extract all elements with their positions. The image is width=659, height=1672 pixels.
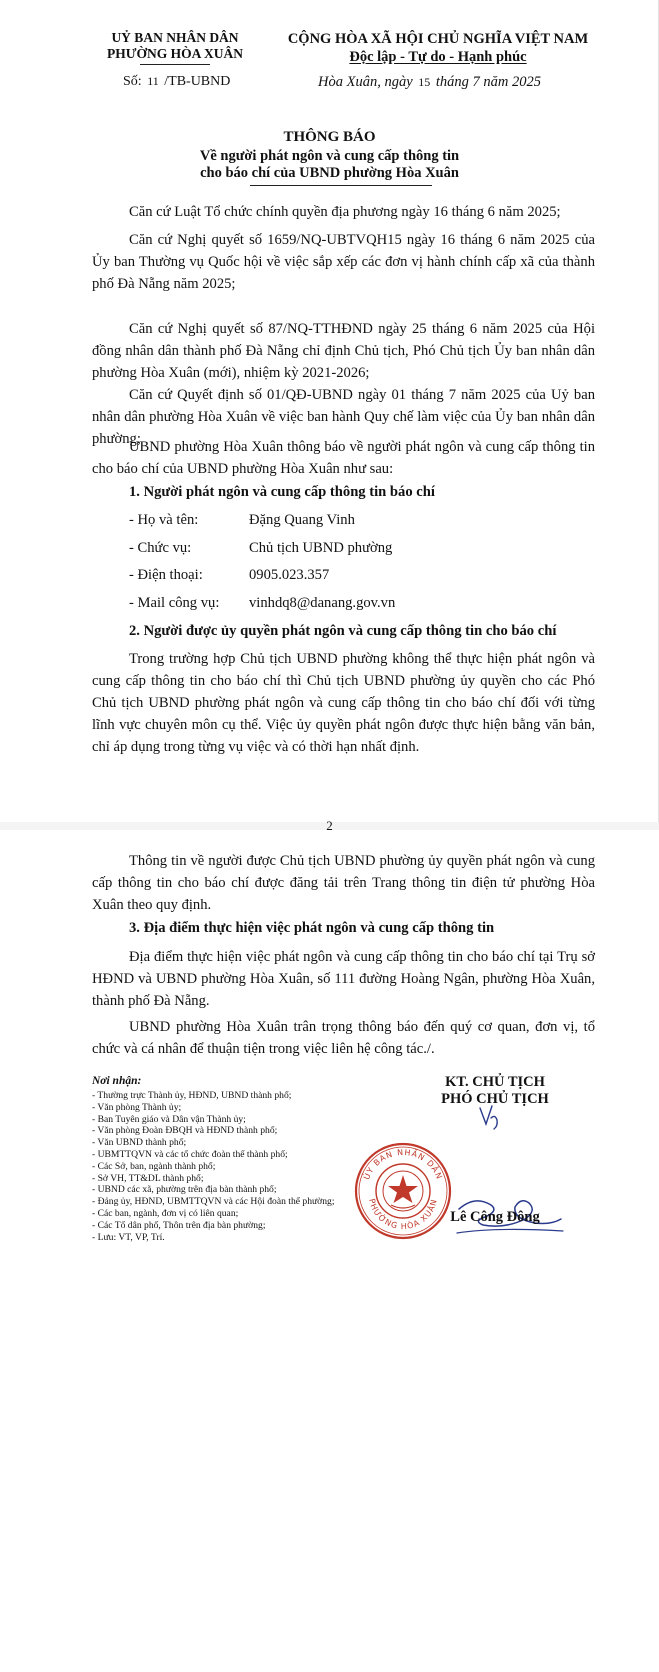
recipient-item: - UBND các xã, phường trên địa bàn thành phố;	[92, 1184, 277, 1196]
document-subject-line2: cho báo chí của UBND phường Hòa Xuân	[200, 165, 459, 181]
signature-title-line2: PHÓ CHỦ TỊCH	[441, 1091, 549, 1107]
recipient-item: - Các Sở, ban, ngành thành phố;	[92, 1160, 216, 1172]
recipient-item: - Các Tổ dân phố, Thôn trên địa bàn phường;	[92, 1219, 266, 1231]
spokesperson-email-value: vinhdq8@danang.gov.vn	[249, 595, 396, 611]
recipients-list	[92, 1090, 335, 1243]
spokesperson-name-label: - Họ và tên:	[129, 512, 199, 528]
seal-top-text: ỦY BAN NHÂN DÂN	[361, 1147, 445, 1182]
spokesperson-phone-label: - Điện thoại:	[129, 567, 203, 583]
legal-basis-4: Căn cứ Quyết định số 01/QĐ-UBND ngày 01 tháng 7 năm 2025 của Uỷ ban nhân dân phường Hòa Xuân về việc ban hành Quy chế làm việc của Ủy ban nhân dân phường;	[92, 387, 595, 447]
document-type: THÔNG BÁO	[283, 129, 376, 145]
document-number-suffix: /TB-UBND	[164, 74, 231, 89]
national-header	[282, 30, 594, 66]
recipient-item: - Văn UBND thành phố;	[92, 1137, 187, 1149]
recipient-item: - Sở VH, TT&DL thành phố;	[92, 1172, 204, 1184]
official-seal-icon	[353, 1141, 453, 1241]
section-3-heading: 3. Địa điểm thực hiện việc phát ngôn và cung cấp thông tin	[129, 920, 495, 936]
document-number-value: 11	[147, 74, 159, 88]
delegation-paragraph: Trong trường hợp Chủ tịch UBND phường không thể thực hiện phát ngôn và cung cấp thông tin cho báo chí thì Chủ tịch UBND phường ủy quyền cho các Phó Chủ tịch UBND phường phát ngôn và cung cấp thông tin cho báo chí đối với từng lĩnh vực chuyên môn cụ thể. Việc ủy quyền phát ngôn được thực hiện bằng văn bản, chỉ áp dụng trong từng vụ việc và có thời hạn nhất định.	[92, 651, 595, 755]
recipient-item: - Văn phòng Đoàn ĐBQH và HĐND thành phố;	[92, 1125, 278, 1137]
document-page-1	[0, 0, 659, 822]
issue-date	[318, 74, 541, 91]
intro-paragraph: UBND phường Hòa Xuân thông báo về người phát ngôn và cung cấp thông tin cho báo chí của UBND phường Hòa Xuân như sau:	[92, 439, 595, 477]
issue-date-prefix: Hòa Xuân, ngày	[318, 74, 413, 90]
authority-underline	[140, 64, 210, 65]
issue-date-day: 15	[418, 75, 431, 89]
issue-date-suffix: tháng 7 năm 2025	[435, 74, 542, 90]
recipient-item: - Đảng ủy, HĐND, UBMTTQVN và các Hội đoàn thể phường;	[92, 1196, 335, 1208]
document-number	[123, 74, 230, 90]
recipient-item: - Văn phòng Thành ủy;	[92, 1101, 182, 1113]
recipient-item: - Ban Tuyên giáo và Dân vận Thành ủy;	[92, 1113, 246, 1125]
recipient-item: - UBMTTQVN và các tổ chức đoàn thể thành phố;	[92, 1148, 288, 1160]
document-subject-line1: Về người phát ngôn và cung cấp thông tin	[199, 148, 460, 164]
title-rule	[250, 185, 432, 186]
recipient-item: - Lưu: VT, VP, Trí.	[92, 1231, 165, 1243]
spokesperson-position-value: Chủ tịch UBND phường	[249, 540, 393, 556]
spokesperson-position-label: - Chức vụ:	[129, 540, 192, 556]
recipients-heading: Nơi nhận:	[92, 1075, 142, 1087]
nation-name: CỘNG HÒA XÃ HỘI CHỦ NGHĨA VIỆT NAM	[287, 31, 589, 47]
issuing-authority-line2: PHƯỜNG HÒA XUÂN	[107, 46, 243, 61]
spokesperson-name-value: Đặng Quang Vinh	[249, 512, 355, 528]
legal-basis-3: Căn cứ Nghị quyết số 87/NQ-TTHĐND ngày 25 tháng 6 năm 2025 của Hội đồng nhân dân thành phố Đà Nẵng chỉ định Chủ tịch, Phó Chủ tịch Ủy ban nhân dân phường Hòa Xuân (mới), nhiệm kỳ 2021-2026;	[92, 321, 595, 381]
seal-bottom-text: PHƯỜNG HÒA XUÂN	[367, 1197, 439, 1232]
recipient-item: - Thường trực Thành ủy, HĐND, UBND thành phố;	[92, 1090, 292, 1101]
closing-paragraph: UBND phường Hòa Xuân trân trọng thông báo đến quý cơ quan, đơn vị, tổ chức và cá nhân để thuận tiện trong việc liên hệ công tác./.	[92, 1019, 595, 1057]
published-info-paragraph: Thông tin về người được Chủ tịch UBND phường ủy quyền phát ngôn và cung cấp thông tin cho báo chí được đăng tải trên Trang thông tin điện tử phường Hòa Xuân theo quy định.	[92, 853, 595, 913]
legal-basis-2: Căn cứ Nghị quyết số 1659/NQ-UBTVQH15 ngày 16 tháng 6 năm 2025 của Ủy ban Thường vụ Quốc hội về việc sắp xếp các đơn vị hành chính cấp xã của thành phố Đà Nẵng năm 2025;	[92, 232, 595, 292]
legal-basis-1: Căn cứ Luật Tổ chức chính quyền địa phương ngày 16 tháng 6 năm 2025;	[129, 204, 561, 220]
section-2-heading: 2. Người được ủy quyền phát ngôn và cung cấp thông tin cho báo chí	[129, 623, 557, 639]
spokesperson-email-label: - Mail công vụ:	[129, 595, 220, 611]
location-paragraph: Địa điểm thực hiện việc phát ngôn và cung cấp thông tin cho báo chí tại Trụ sở HĐND và UBND phường Hòa Xuân, số 111 đường Hoàng Ngân, phường Hòa Xuân, thành phố Đà Nẵng.	[92, 949, 595, 1009]
page-number: 2	[326, 818, 333, 833]
document-number-prefix: Số:	[123, 74, 142, 89]
signature-title-line1: KT. CHỦ TỊCH	[445, 1074, 545, 1090]
issuing-authority-line1: UỶ BAN NHÂN DÂN	[111, 30, 239, 45]
national-motto: Độc lập - Tự do - Hạnh phúc	[349, 49, 527, 65]
recipient-item: - Các ban, ngành, đơn vị có liên quan;	[92, 1207, 239, 1219]
signer-name: Lê Công Đông	[450, 1209, 540, 1225]
spokesperson-phone-value: 0905.023.357	[249, 567, 330, 583]
section-1-heading: 1. Người phát ngôn và cung cấp thông tin báo chí	[129, 484, 435, 500]
issuing-authority	[100, 30, 250, 62]
signature-title	[420, 1074, 570, 1108]
